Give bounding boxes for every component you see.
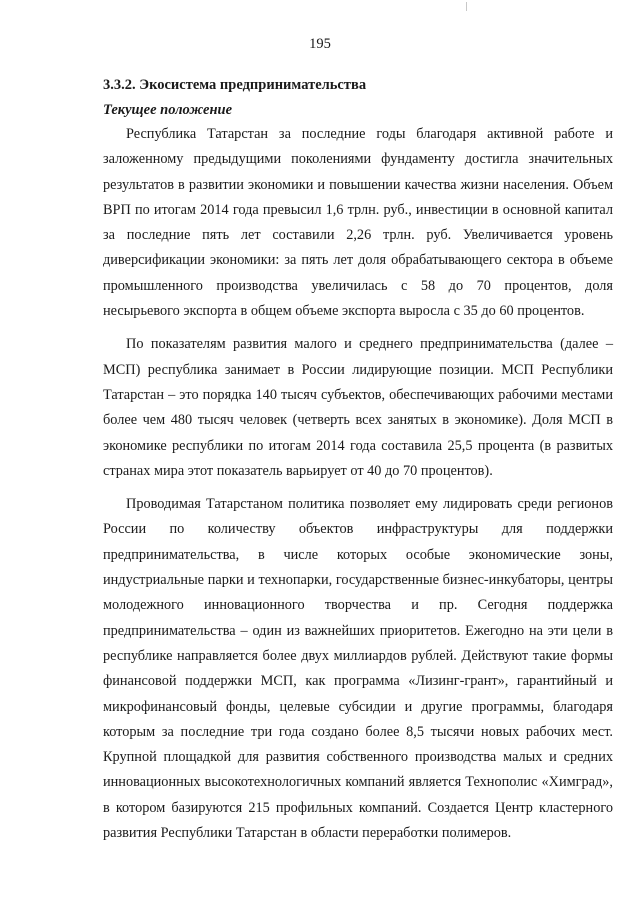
page-number: 195 (309, 36, 331, 52)
paragraph-current-situation: Республика Татарстан за последние годы благодаря активной работе и заложенному предыдущими поколениями фундаменту достигла значительных результатов в развитии экономики и повышении качества жизни населения. Объем ВРП по итогам 2014 года превысил 1,6 трлн. руб., инвестиции в основной капитал за последние пять лет составили 2,26 трлн. руб. Увеличивается уровень диверсификации экономики: за пять лет доля обрабатывающего сектора в объеме промышленного производства увеличилась с 58 до 70 процентов, доля несырьевого экспорта в общем объеме экспорта выросла с 35 до 60 процентов. (103, 126, 613, 320)
paragraph-support-policy: Проводимая Татарстаном политика позволяет ему лидировать среди регионов России по количеству объектов инфраструктуры для поддержки предпринимательства, в числе которых особые экономические зоны, индустриальные парки и технопарки, государственные бизнес-инкубаторы, центры молодежного инновационного творчества и пр. Сегодня поддержка предпринимательства – один из важнейших приоритетов. Ежегодно на эти цели в республике направляется более двух миллиардов рублей. Действуют такие формы финансовой поддержки МСП, как программа «Лизинг-грант», гарантийный и микрофинансовый фонды, целевые субсидии и другие программы, благодаря которым за последние три года создано более 8,5 тысячи новых рабочих мест. Крупной площадкой для развития собственного производства малых и средних инновационных высокотехнологичных компаний является Технополис «Химград», в котором базируются 215 профильных компаний. Создается Центр кластерного развития Республики Татарстан в области переработки полимеров. (103, 496, 613, 842)
paragraph-sme-indicators: По показателям развития малого и среднего предпринимательства (далее – МСП) республика занимает в России лидирующие позиции. МСП Республики Татарстан – это порядка 140 тысяч субъектов, обеспечивающих рабочими местами более чем 480 тысяч человек (четверть всех занятых в экономике). Доля МСП в экономике республики по итогам 2014 года составила 25,5 процента (в развитых странах мира этот показатель варьирует от 40 до 70 процентов). (103, 336, 613, 479)
scan-artifact-mark (466, 2, 467, 11)
section-heading: 3.3.2. Экосистема предпринимательства (103, 77, 367, 93)
subsection-heading: Текущее положение (103, 102, 233, 118)
body-text (103, 122, 613, 846)
